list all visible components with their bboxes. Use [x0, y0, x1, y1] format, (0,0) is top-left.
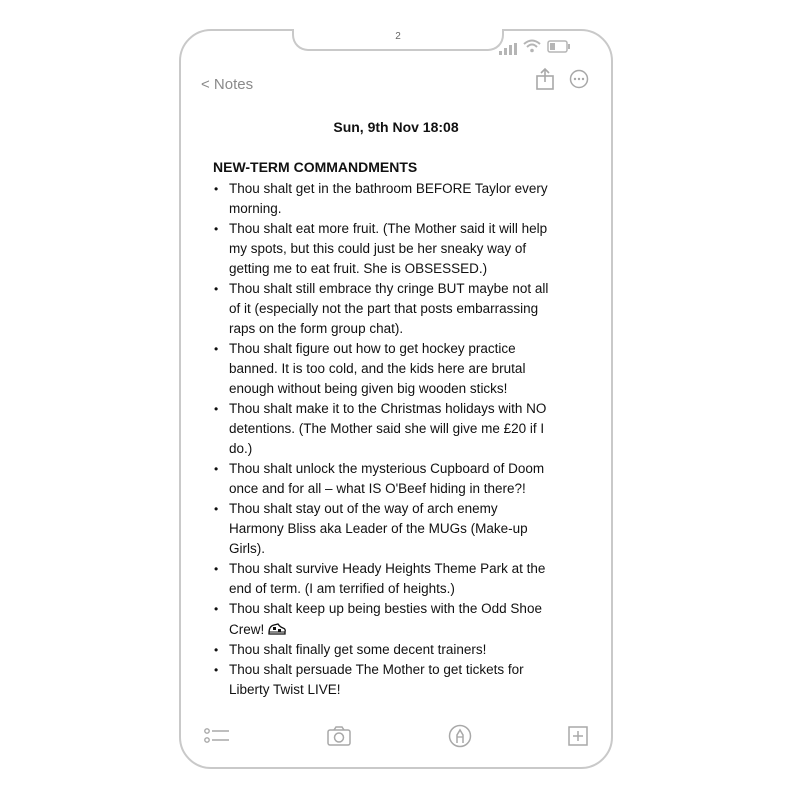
wifi-icon: [523, 39, 541, 58]
note-date: Sun, 9th Nov 18:08: [333, 119, 459, 135]
list-item: • Thou shalt finally get some decent trainers!: [213, 640, 553, 660]
list-item: • Thou shalt stay out of the way of arch enemy Harmony Bliss aka Leader of the MUGs (Make-up Girls).: [213, 499, 553, 559]
back-to-notes-button[interactable]: < Notes: [201, 76, 254, 93]
cellular-signal-icon: [499, 43, 517, 55]
list-item: • Thou shalt eat more fruit. (The Mother said it will help my spots, but this could just be her sneaky way of getting me to eat fruit. She is OBSESSED.): [213, 219, 553, 279]
phone-frame: [179, 29, 613, 769]
commandments-list: [213, 179, 553, 700]
share-icon[interactable]: [535, 67, 555, 96]
checklist-icon[interactable]: [203, 726, 231, 751]
phone-notch: [292, 29, 504, 51]
battery-icon: [547, 40, 571, 58]
list-item: • Thou shalt get in the bathroom BEFORE Taylor every morning.: [213, 179, 553, 219]
new-note-icon[interactable]: [567, 725, 589, 752]
bottom-toolbar: [203, 725, 589, 751]
header-actions: [535, 67, 589, 96]
list-item: • Thou shalt unlock the mysterious Cupboard of Doom once and for all – what IS O'Beef hiding in there?!: [213, 459, 553, 499]
list-item: • Thou shalt keep up being besties with the Odd Shoe Crew!: [213, 599, 553, 640]
camera-icon[interactable]: [326, 725, 352, 752]
sneaker-doodle-icon: [267, 621, 287, 637]
status-bar: [499, 39, 571, 58]
list-item: • Thou shalt still embrace thy cringe BUT maybe not all of it (especially not the part that posts embarrassing raps on the form group chat).: [213, 279, 553, 339]
note-heading: NEW-TERM COMMANDMENTS: [213, 159, 418, 175]
page-number: 2: [395, 31, 401, 42]
note-body[interactable]: [213, 157, 553, 700]
list-item: • Thou shalt make it to the Christmas holidays with NO detentions. (The Mother said she will give me £20 if I do.): [213, 399, 553, 459]
more-icon[interactable]: [569, 69, 589, 94]
list-item: • Thou shalt persuade The Mother to get tickets for Liberty Twist LIVE!: [213, 660, 553, 700]
markup-pen-icon[interactable]: [448, 724, 472, 753]
list-item: • Thou shalt survive Heady Heights Theme Park at the end of term. (I am terrified of heights.): [213, 559, 553, 599]
list-item: • Thou shalt figure out how to get hockey practice banned. It is too cold, and the kids here are brutal enough without being given big wooden sticks!: [213, 339, 553, 399]
